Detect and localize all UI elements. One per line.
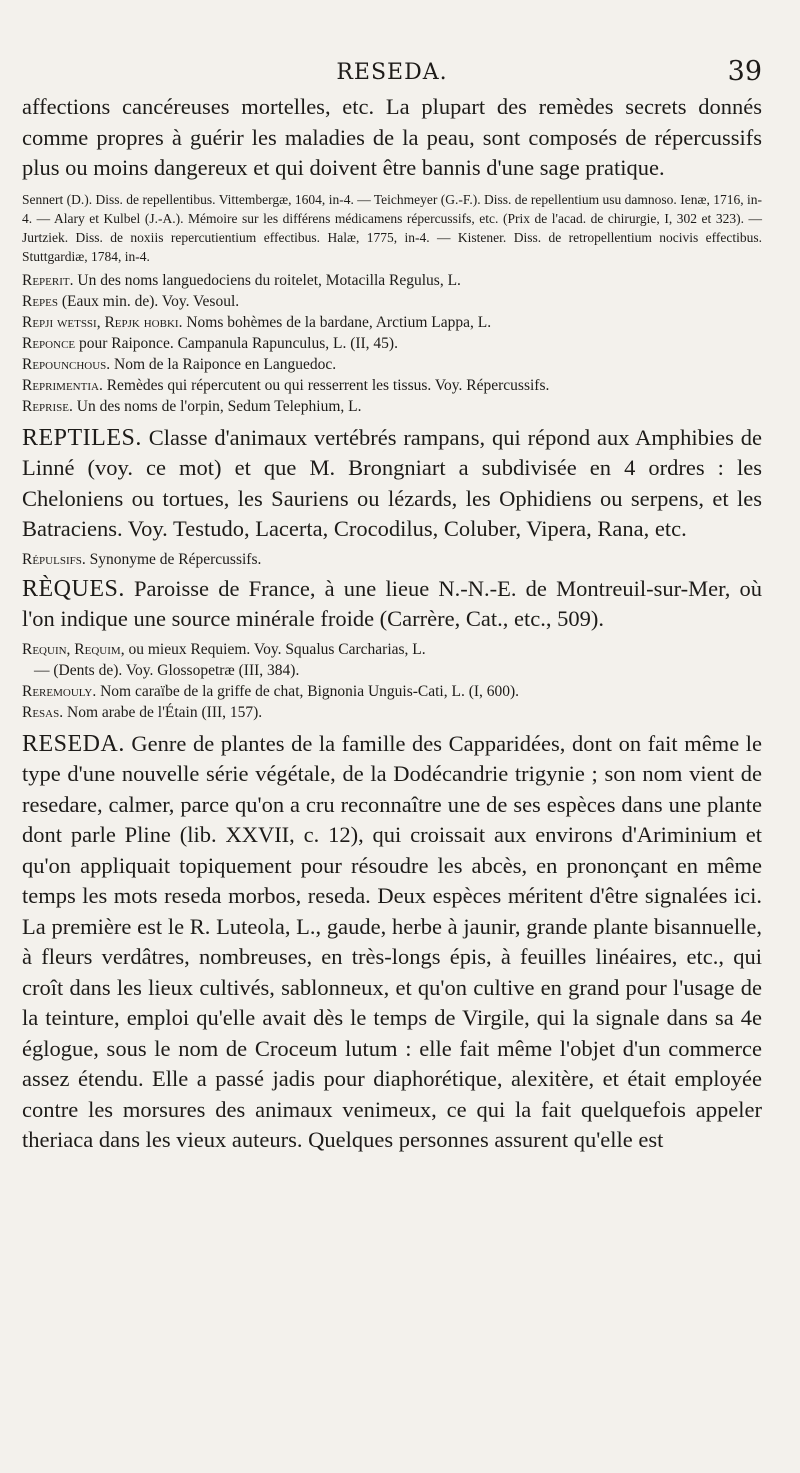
- entry-heading: REPTILES.: [22, 424, 142, 451]
- entry-repounchous: Repounchous. Nom de la Raiponce en Languedoc.: [22, 355, 337, 373]
- entry-repji: Repji wetssi, Repjk hobki. Noms bohèmes de la bardane, Arctium Lappa, L.: [22, 313, 492, 331]
- running-title: RESEDA.: [336, 60, 448, 85]
- page-body: [22, 92, 762, 1156]
- entry-term: Reponce: [22, 334, 76, 352]
- entry-term: Resas.: [22, 703, 64, 721]
- entry-reremouly: Reremouly. Nom caraïbe de la griffe de chat, Bignonia Unguis-Cati, L. (I, 600).: [22, 682, 520, 700]
- entry-reponce: Reponce pour Raiponce. Campanula Rapunculus, L. (II, 45).: [22, 334, 398, 352]
- entry-resas: Resas. Nom arabe de l'Étain (III, 157).: [22, 703, 263, 721]
- running-head: [22, 52, 762, 92]
- entry-reperit: Reperit. Un des noms languedociens du roitelet, Motacilla Regulus, L.: [22, 271, 461, 289]
- entry-term: Reremouly.: [22, 682, 97, 700]
- entry-term: Reprimentia.: [22, 376, 103, 394]
- entry-heading: RESEDA.: [22, 730, 125, 757]
- paragraph-continuation: affections cancéreuses mortelles, etc. La plupart des remèdes secrets donnés comme propres à guérir les maladies de la peau, sont composés de répercussifs plus ou moins dangereux et qui doivent être bannis d'une sage pratique.: [22, 94, 762, 180]
- entry-term: Requin, Requim,: [22, 640, 125, 658]
- entry-reques: RÈQUES. Paroisse de France, à une lieue N.-N.-E. de Montreuil-sur-Mer, où l'on indique une source minérale froide (Carrère, Cat., etc., 509).: [22, 575, 762, 631]
- entry-reprimentia: Reprimentia. Remèdes qui répercutent ou qui resserrent les tissus. Voy. Répercussifs.: [22, 376, 550, 394]
- entry-term: Reprise.: [22, 397, 73, 415]
- entry-reseda: RESEDA. Genre de plantes de la famille des Capparidées, dont on fait même le type d'une nouvelle série végétale, de la Dodécandrie trigynie ; son nom vient de resedare, calmer, parce qu'on a cru reconnaître une de ses espèces dans une plante dont parle Pline (lib. XXVII, c. 12), qui croissait aux environs d'Ariminium et qu'on appliquait topiquement pour résoudre les abcès, en prononçant en même temps les mots reseda morbos, reseda. Deux espèces méritent d'être signalées ici. La première est le R. Luteola, L., gaude, herbe à jaunir, grande plante bisannuelle, à fleurs verdâtres, nombreuses, en très-longs épis, à feuilles linéaires, etc., qui croît dans les lieux cultivés, sablonneux, et qu'on cultive en grand pour l'usage de la teinture, emploi qu'elle avait dès le temps de Virgile, qui la signale dans sa 4e églogue, sous le nom de Croceum lutum : elle fait même l'objet d'un commerce assez étendu. Elle a passé jadis pour diaphorétique, alexitère, et était employée contre les morsures des animaux venimeux, ce qui la fait quelquefois appeler theriaca dans les vieux auteurs. Quelques personnes assurent qu'elle est: [22, 730, 762, 1152]
- entry-term: Repji wetssi, Repjk hobki.: [22, 313, 183, 331]
- entry-heading: RÈQUES.: [22, 575, 125, 602]
- entry-term: Répulsifs.: [22, 550, 86, 568]
- entry-term: Reperit.: [22, 271, 74, 289]
- entry-term: Repounchous.: [22, 355, 111, 373]
- entry-repulsifs: Répulsifs. Synonyme de Répercussifs.: [22, 550, 262, 568]
- entry-reptiles: REPTILES. Classe d'animaux vertébrés rampans, qui répond aux Amphibies de Linné (voy. ce mot) et que M. Brongniart a subdivisée en 4 ordres : les Cheloniens ou tortues, les Sauriens ou lézards, les Ophidiens ou serpens, et les Batraciens. Voy. Testudo, Lacerta, Crocodilus, Coluber, Vipera, Rana, etc.: [22, 424, 762, 541]
- page-number: 39: [727, 56, 762, 87]
- entry-requin: Requin, Requim, ou mieux Requiem. Voy. Squalus Carcharias, L.: [22, 640, 426, 658]
- entry-reprise: Reprise. Un des noms de l'orpin, Sedum Telephium, L.: [22, 397, 362, 415]
- bibliography-references: Sennert (D.). Diss. de repellentibus. Vittembergæ, 1604, in-4. — Teichmeyer (G.-F.). Diss. de repellentium usu damnoso. Ienæ, 1716, in-4. — Alary et Kulbel (J.-A.). Mémoire sur les différens médicamens répercussifs, etc. (Prix de l'acad. de chirurgie, I, 302 et 323). — Jurtziek. Diss. de noxiis repercutientium effectibus. Halæ, 1775, in-4. — Kistener. Diss. de retropellentium nocivis effectibus. Stuttgardiæ, 1784, in-4.: [22, 191, 762, 264]
- entry-term: Repes: [22, 292, 59, 310]
- entry-requin-sub: — (Dents de). Voy. Glossopetræ (III, 384).: [34, 661, 300, 679]
- entry-repes: Repes (Eaux min. de). Voy. Vesoul.: [22, 292, 240, 310]
